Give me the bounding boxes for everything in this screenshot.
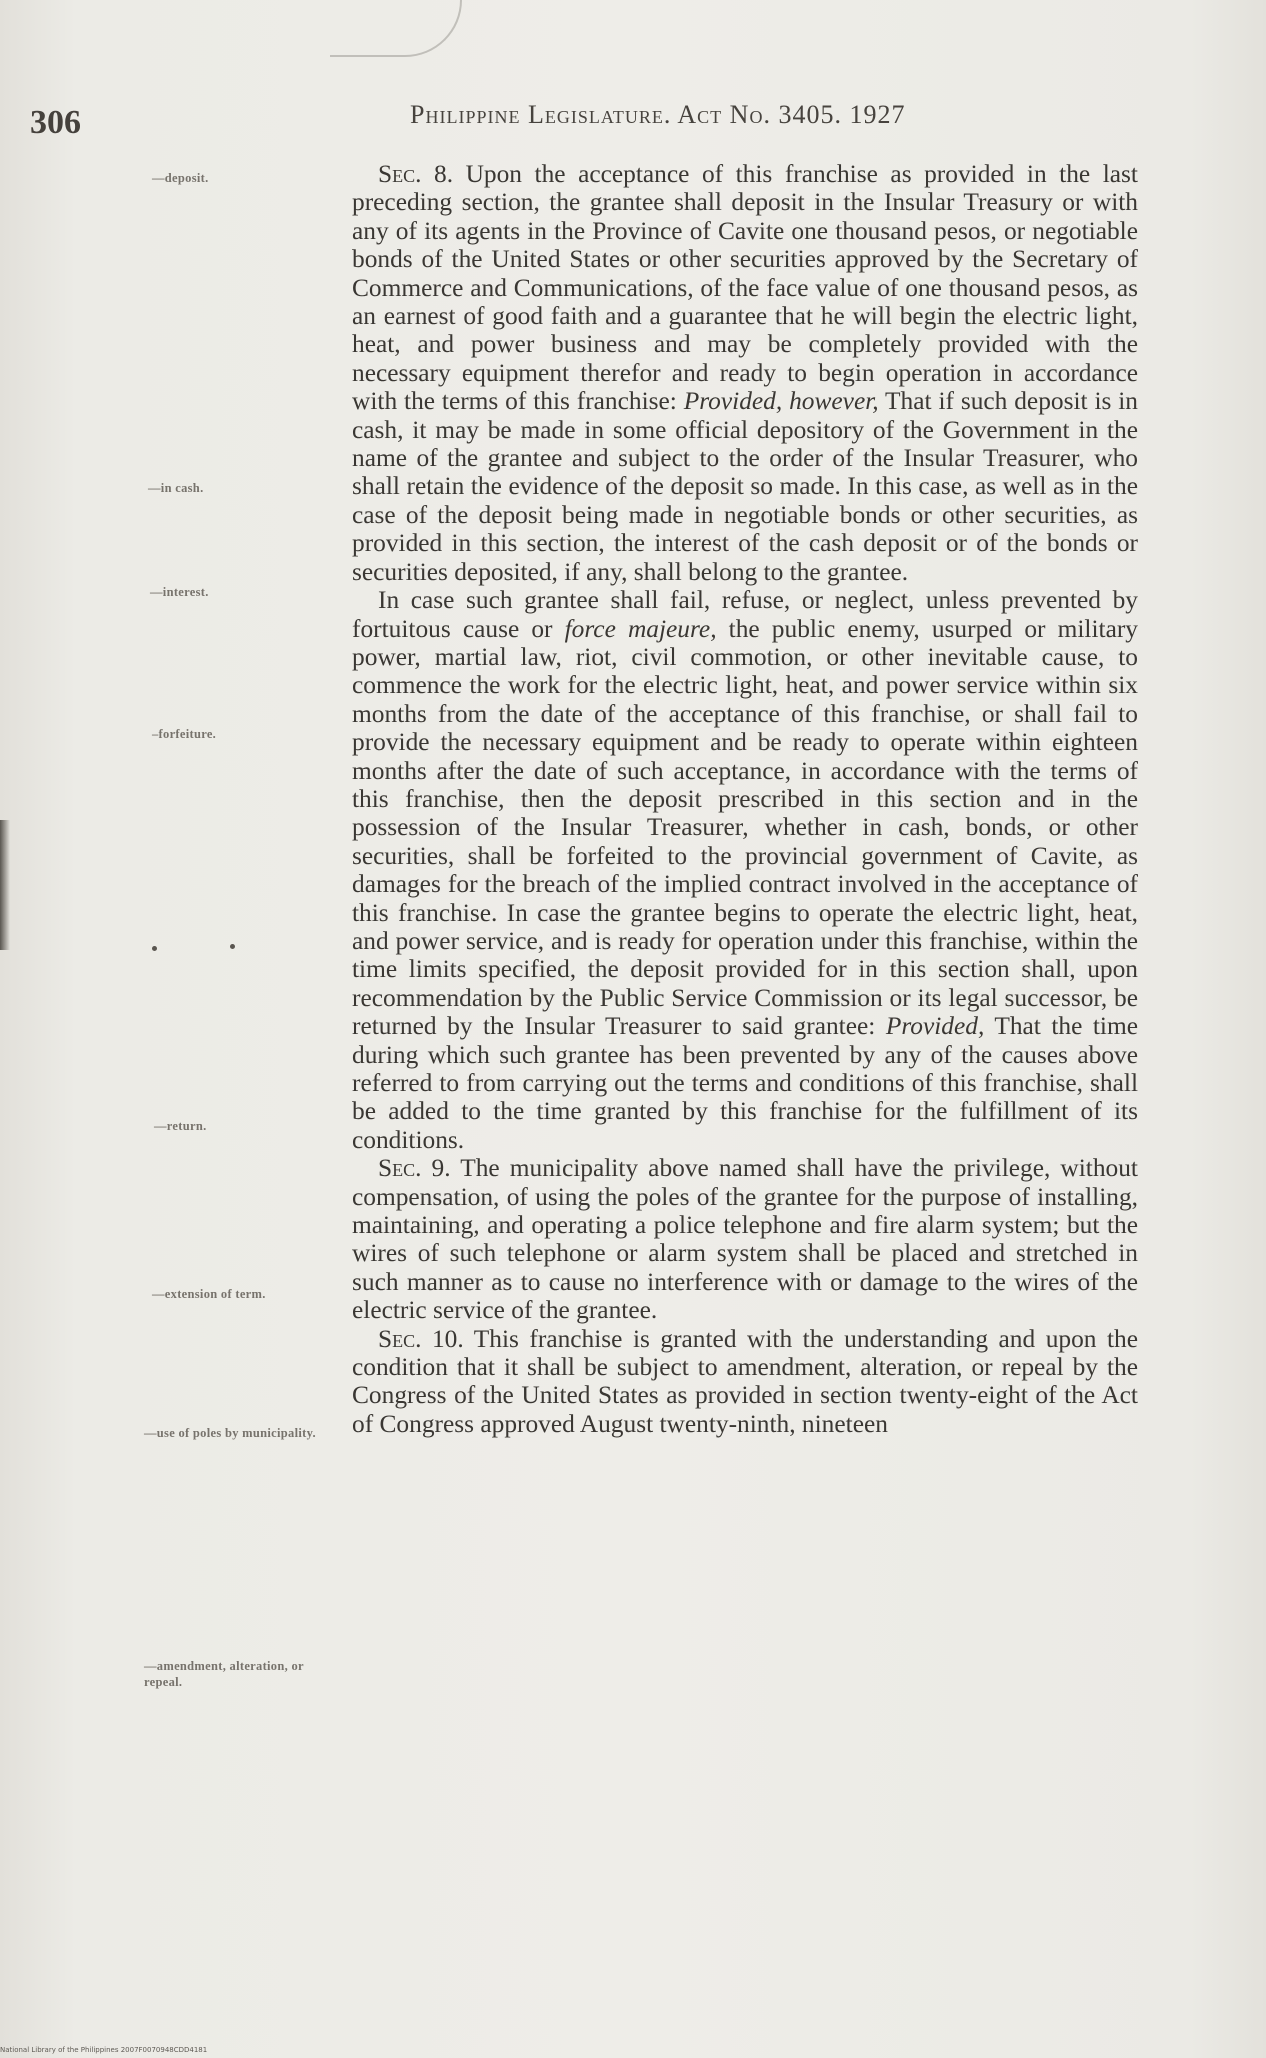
paragraph-text: This franchise is granted with the understanding and upon the condition that it shall be subject to amendment, alteration, or repeal by the Congress of the United States as provided in section twenty-eight of the Act of Congress approved August twenty-ninth, nineteen <box>352 1324 1138 1438</box>
paragraph-text: That the time during which such grantee has been prevented by any of the causes above referred to from carrying out the terms and conditions of this franchise, shall be added to the time granted by this franchise for the fulfillment of its conditions. <box>352 1012 1139 1154</box>
paragraph-text: That if such deposit is in cash, it may be made in some official depository of the Government in the name of the grantee and subject to the order of the Insular Treasurer, who shall retain the evidence of the deposit so made. In this case, as well as in the case of the deposit being made in negotiable bonds or other securities, as provided in this section, the interest of the cash deposit or of the bonds or securities deposited, if any, shall belong to the grantee. <box>352 387 1139 586</box>
body-text <box>352 160 1138 1438</box>
section-label: Sec. 9. <box>378 1154 451 1183</box>
paragraph-text: the public enemy, usurped or military power, martial law, riot, civil commotion, or other inevitable cause, to commence the work for the electric light, heat, and power service within six months from the date of the acceptance of this franchise, or shall fail to provide the necessary equipment and be ready to operate within eighteen months after the date of such acceptance, in accordance with the terms of this franchise, then the deposit prescribed in this section and in the possession of the Insular Treasurer, whether in cash, bonds, or other securities, shall be forfeited to the provincial government of Cavite, as damages for the breach of the implied contract involved in the acceptance of this franchise. In case the grantee begins to operate the electric light, heat, and power service, and is ready for operation under this franchise, within the time limits specified, the deposit provided for in this section shall, upon recommendation by the Public Service Commission or its legal successor, be returned by the Insular Treasurer to said grantee: <box>352 614 1138 1041</box>
margin-dot <box>152 946 157 951</box>
page-number: 306 <box>30 104 81 141</box>
sidenote-interest: —interest. <box>150 585 209 599</box>
binding-shadow <box>0 820 10 950</box>
paragraph-sec-9 <box>352 1154 1138 1324</box>
paragraph-forfeiture <box>352 586 1138 1154</box>
section-label: Sec. 10. <box>378 1324 464 1353</box>
scan-artifact-mark <box>330 0 462 57</box>
sidenote-extension-of-term: —extension of term. <box>152 1287 266 1301</box>
running-head: Philippine Legislature. Act No. 3405. 1927 <box>410 100 906 129</box>
sidenote-forfeiture: –forfeiture. <box>152 727 217 741</box>
sidenote-return: —return. <box>154 1119 207 1133</box>
paragraph-text: In case such grantee shall fail, refuse, or neglect, unless prevented by fortuitous cause or <box>352 586 1138 643</box>
paragraph-text: Upon the acceptance of this franchise as provided in the last preceding section, the grantee shall deposit in the Insular Treasury or with any of its agents in the Province of Cavite one thousand pesos, or negotiable bonds of the United States or other securities approved by the Secretary of Commerce and Communications, of the face value of one thousand pesos, as an earnest of good faith and a guarantee that he will begin the electric light, heat, and power business and may be completely provided with the necessary equipment therefor and ready to begin operation in accordance with the terms of this franchise: <box>352 160 1138 416</box>
margin-dot <box>230 944 235 949</box>
sidenote-in-cash: —in cash. <box>148 481 204 495</box>
paragraph-text: The municipality above named shall have the privilege, without compensation, of using the poles of the grantee for the purpose of installing, maintaining, and operating a police telephone and fire alarm system; but the wires of such telephone or alarm system shall be placed and stretched in such manner as to cause no interference with or damage to the wires of the electric service of the grantee. <box>352 1154 1138 1325</box>
paragraph-sec-10 <box>352 1325 1138 1439</box>
scan-footer-id: National Library of the Philippines 2007F0070948CDD4181 <box>0 2046 208 2054</box>
paragraph-sec-8 <box>352 160 1138 586</box>
italic-text: force majeure, <box>564 614 717 643</box>
italic-text: Provided, <box>885 1012 985 1041</box>
sidenote-amendment: —amendment, alteration, or repeal. <box>144 1659 304 1689</box>
sidenote-use-of-poles: —use of poles by municipality. <box>144 1426 316 1440</box>
section-label: Sec. 8. <box>378 160 454 188</box>
sidenote-deposit: —deposit. <box>152 171 209 185</box>
margin-dots <box>150 944 250 954</box>
italic-text: Provided, however, <box>683 387 879 416</box>
